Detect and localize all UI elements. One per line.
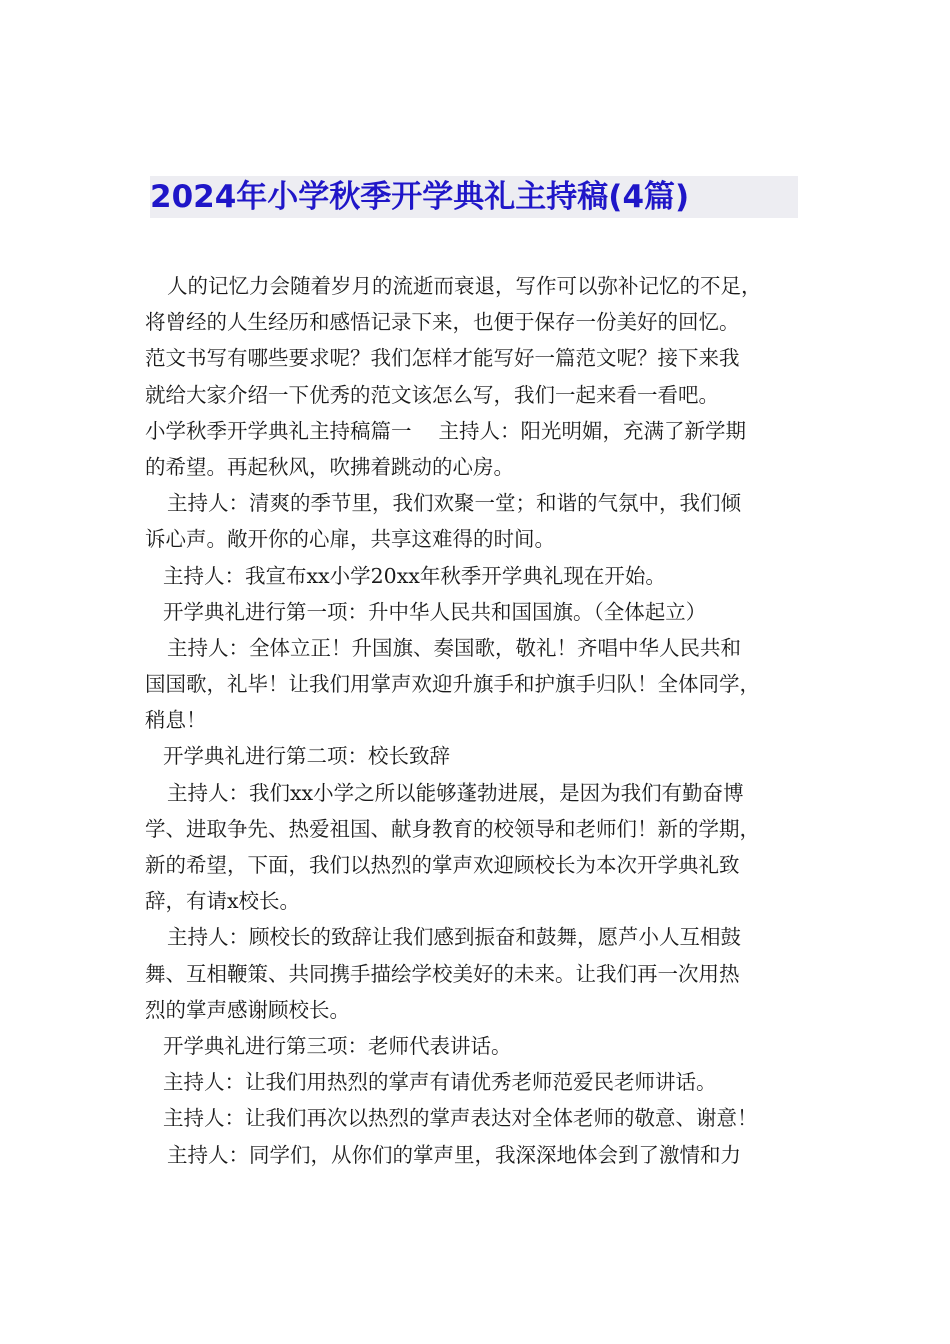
- body-line: 主持人：顾校长的致辞让我们感到振奋和鼓舞，愿芦小人互相鼓: [167, 925, 741, 950]
- body-line: 开学典礼进行第三项：老师代表讲话。: [163, 1033, 512, 1058]
- body-line: 主持人：让我们用热烈的掌声有请优秀老师范爱民老师讲话。: [163, 1070, 717, 1095]
- body-line: 主持人：我们xx小学之所以能够蓬勃进展，是因为我们有勤奋博: [167, 780, 744, 805]
- document-body: [145, 268, 835, 1173]
- body-line: 开学典礼进行第一项：升中华人民共和国国旗。（全体起立）: [163, 599, 707, 624]
- body-line: 主持人：清爽的季节里，我们欢聚一堂；和谐的气氛中，我们倾: [167, 491, 741, 516]
- body-line: 舞、互相鞭策、共同携手描绘学校美好的未来。让我们再一次用热: [145, 961, 740, 986]
- body-line: 主持人：我宣布xx小学20xx年秋季开学典礼现在开始。: [163, 563, 666, 588]
- body-line: 学、进取争先、热爱祖国、献身教育的校领导和老师们！新的学期，: [145, 816, 760, 841]
- document-title: 2024年小学秋季开学典礼主持稿(4篇): [150, 176, 798, 218]
- body-line: 辞，有请x校长。: [145, 889, 301, 914]
- body-line: 范文书写有哪些要求呢？我们怎样才能写好一篇范文呢？接下来我: [145, 346, 740, 371]
- body-line: 开学典礼进行第二项：校长致辞: [163, 744, 450, 769]
- body-line: 就给大家介绍一下优秀的范文该怎么写，我们一起来看一看吧。: [145, 382, 719, 407]
- body-line: 稍息！: [145, 708, 207, 733]
- body-line: 的希望。再起秋风，吹拂着跳动的心房。: [145, 454, 514, 479]
- body-line: 诉心声。敞开你的心扉，共享这难得的时间。: [145, 527, 555, 552]
- body-line: 主持人：让我们再次以热烈的掌声表达对全体老师的敬意、谢意！: [163, 1106, 758, 1131]
- body-line: 新的希望，下面，我们以热烈的掌声欢迎顾校长为本次开学典礼致: [145, 853, 740, 877]
- body-line: 烈的掌声感谢顾校长。: [145, 997, 350, 1022]
- body-line: 将曾经的人生经历和感悟记录下来，也便于保存一份美好的回忆。: [145, 310, 740, 335]
- body-line: 国国歌，礼毕！让我们用掌声欢迎升旗手和护旗手归队！全体同学，: [145, 672, 760, 697]
- body-line: 主持人：全体立正！升国旗、奏国歌，敬礼！齐唱中华人民共和: [167, 635, 741, 660]
- body-line: 主持人：同学们，从你们的掌声里，我深深地体会到了激情和力: [167, 1142, 741, 1167]
- body-line: 人的记忆力会随着岁月的流逝而衰退，写作可以弥补记忆的不足，: [167, 274, 762, 298]
- body-line: 小学秋季开学典礼主持稿篇一 主持人：阳光明媚，充满了新学期: [145, 418, 747, 443]
